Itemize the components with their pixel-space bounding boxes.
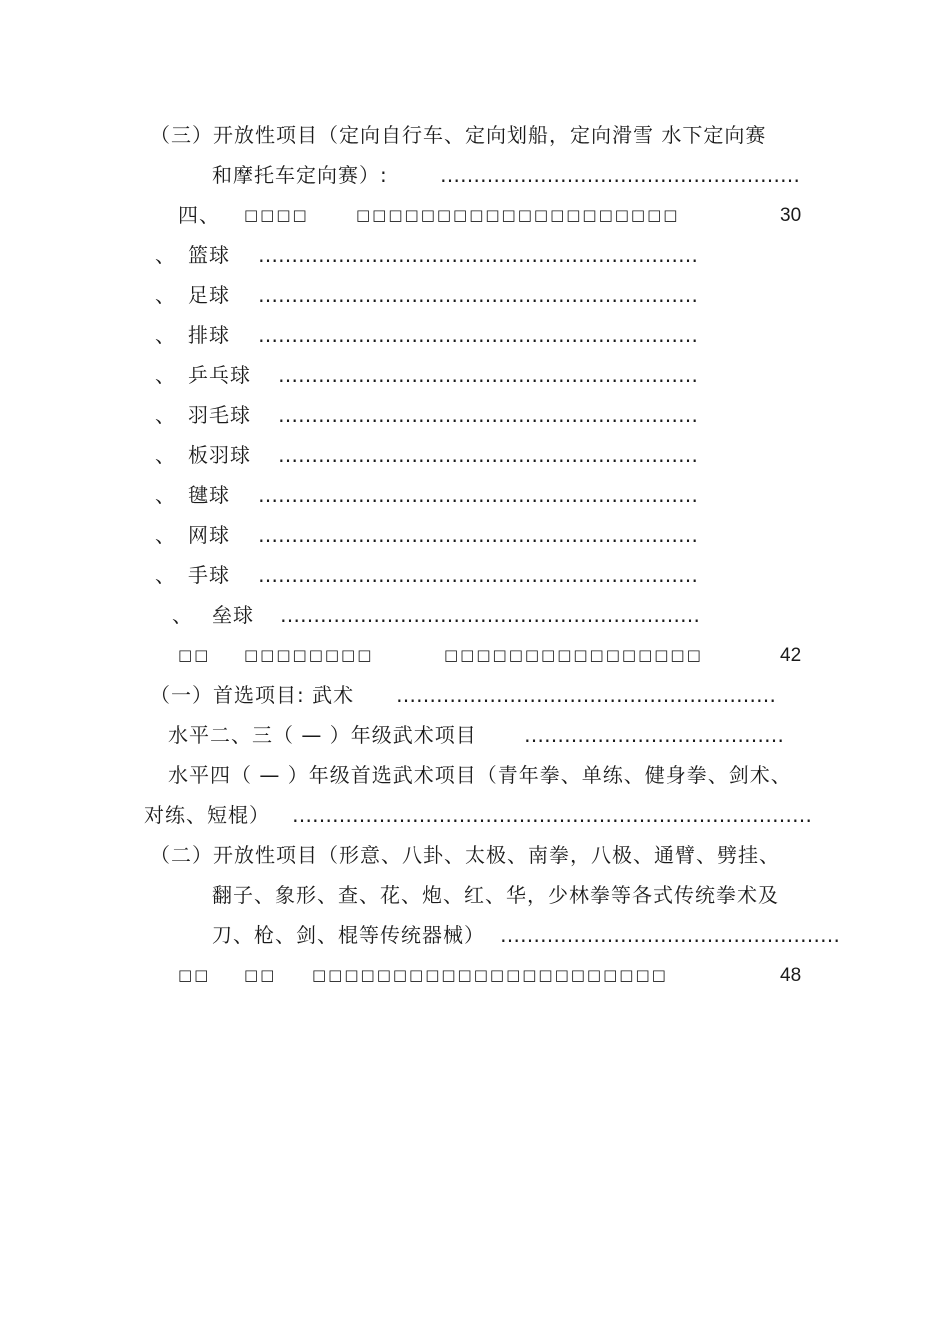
ball-item-separator: 、 bbox=[155, 523, 176, 547]
chapter-four-page: 30 bbox=[780, 205, 802, 226]
toc-entry-level-two-three[interactable]: 水平二、三（ — ）年级武术项目 bbox=[168, 723, 477, 747]
toc-leader-dots: ………………………………… bbox=[524, 723, 784, 747]
toc-leader-dots: ………………………………………………………… bbox=[258, 283, 698, 307]
ball-item-separator: 、 bbox=[155, 283, 176, 307]
toc-entry-level-four-cont: 对练、短棍） bbox=[144, 803, 270, 827]
toc-entry-level-four[interactable]: 水平四（ — ）年级首选武术项目（青年拳、单练、健身拳、剑术、 bbox=[168, 763, 792, 787]
chapter-five-leader: □□□□□□□□□□□□□□□□ bbox=[444, 646, 703, 664]
toc-leader-dots: ……………………………………………………… bbox=[278, 363, 698, 387]
chapter-four-label: 四、 bbox=[178, 203, 220, 227]
ball-item-separator: 、 bbox=[172, 603, 193, 627]
ball-item-separator: 、 bbox=[155, 323, 176, 347]
ball-item-separator: 、 bbox=[155, 563, 176, 587]
ball-item-separator: 、 bbox=[155, 363, 176, 387]
toc-entry-text: （三）开放性项目（定向自行车、定向划船，定向滑雪 水下定向赛 bbox=[150, 123, 767, 147]
toc-entry-softball[interactable]: 垒球 bbox=[212, 603, 254, 627]
toc-entry-handball[interactable]: 手球 bbox=[188, 563, 230, 587]
toc-entry-football[interactable]: 足球 bbox=[188, 283, 230, 307]
toc-leader-dots: ………………………………………………………… bbox=[258, 243, 698, 267]
toc-entry-wushu-open[interactable]: （二）开放性项目（形意、八卦、太极、南拳，八极、通臂、劈挂、 bbox=[150, 843, 780, 867]
ball-item-separator: 、 bbox=[155, 443, 176, 467]
toc-entry-wushu-open-cont: 翻子、象形、查、花、炮、红、华，少林拳等各式传统拳术及 bbox=[212, 883, 779, 907]
toc-leader-dots: ……………………………………………… bbox=[440, 163, 800, 187]
toc-entry-volleyball[interactable]: 排球 bbox=[188, 323, 230, 347]
toc-leader-dots: ………………………………………………………… bbox=[258, 483, 698, 507]
toc-leader-dots: ……………………………………………………… bbox=[280, 603, 700, 627]
ball-item-separator: 、 bbox=[155, 403, 176, 427]
chapter-five-label: □□ bbox=[178, 646, 211, 664]
toc-entry-tennis[interactable]: 网球 bbox=[188, 523, 230, 547]
toc-leader-dots: ………………………………………………………… bbox=[258, 523, 698, 547]
ball-item-separator: 、 bbox=[155, 483, 176, 507]
chapter-four-title: □□□□ bbox=[244, 206, 309, 224]
toc-entry-orienteering-open-cont[interactable] bbox=[212, 163, 388, 187]
toc-entry-basketball[interactable]: 篮球 bbox=[188, 243, 230, 267]
chapter-five-title: □□□□□□□□ bbox=[244, 646, 374, 664]
ball-item-separator: 、 bbox=[155, 243, 176, 267]
toc-entry-text: 和摩托车定向赛）: bbox=[212, 163, 388, 187]
toc-entry-wushu-open-cont2: 刀、枪、剑、棍等传统器械） bbox=[212, 923, 485, 947]
chapter-six-leader: □□□□□□□□□□□□□□□□□□□□□□ bbox=[312, 966, 668, 984]
toc-leader-dots: …………………………………………… bbox=[500, 923, 840, 947]
toc-leader-dots: ……………………………………………………… bbox=[278, 443, 698, 467]
toc-leader-dots: ……………………………………………………… bbox=[278, 403, 698, 427]
toc-leader-dots: ………………………………………………………… bbox=[258, 323, 698, 347]
chapter-six-label: □□ bbox=[178, 966, 211, 984]
toc-entry-wushu-primary[interactable]: （一）首选项目: 武术 bbox=[150, 683, 355, 707]
chapter-four-leader: □□□□□□□□□□□□□□□□□□□□ bbox=[356, 206, 680, 224]
toc-leader-dots: ………………………………………………………… bbox=[258, 563, 698, 587]
toc-entry-badminton[interactable]: 羽毛球 bbox=[188, 403, 251, 427]
toc-leader-dots: …………………………………………………………………… bbox=[292, 803, 812, 827]
toc-entry-shuttlecock[interactable]: 毽球 bbox=[188, 483, 230, 507]
chapter-six-page: 48 bbox=[780, 965, 802, 986]
toc-leader-dots: ………………………………………………… bbox=[396, 683, 776, 707]
toc-entry-orienteering-open[interactable] bbox=[150, 123, 766, 147]
toc-entry-paddle-shuttlecock[interactable]: 板羽球 bbox=[188, 443, 251, 467]
chapter-five-page: 42 bbox=[780, 645, 802, 666]
chapter-six-title: □□ bbox=[244, 966, 277, 984]
toc-entry-table-tennis[interactable]: 乒乓球 bbox=[188, 363, 251, 387]
